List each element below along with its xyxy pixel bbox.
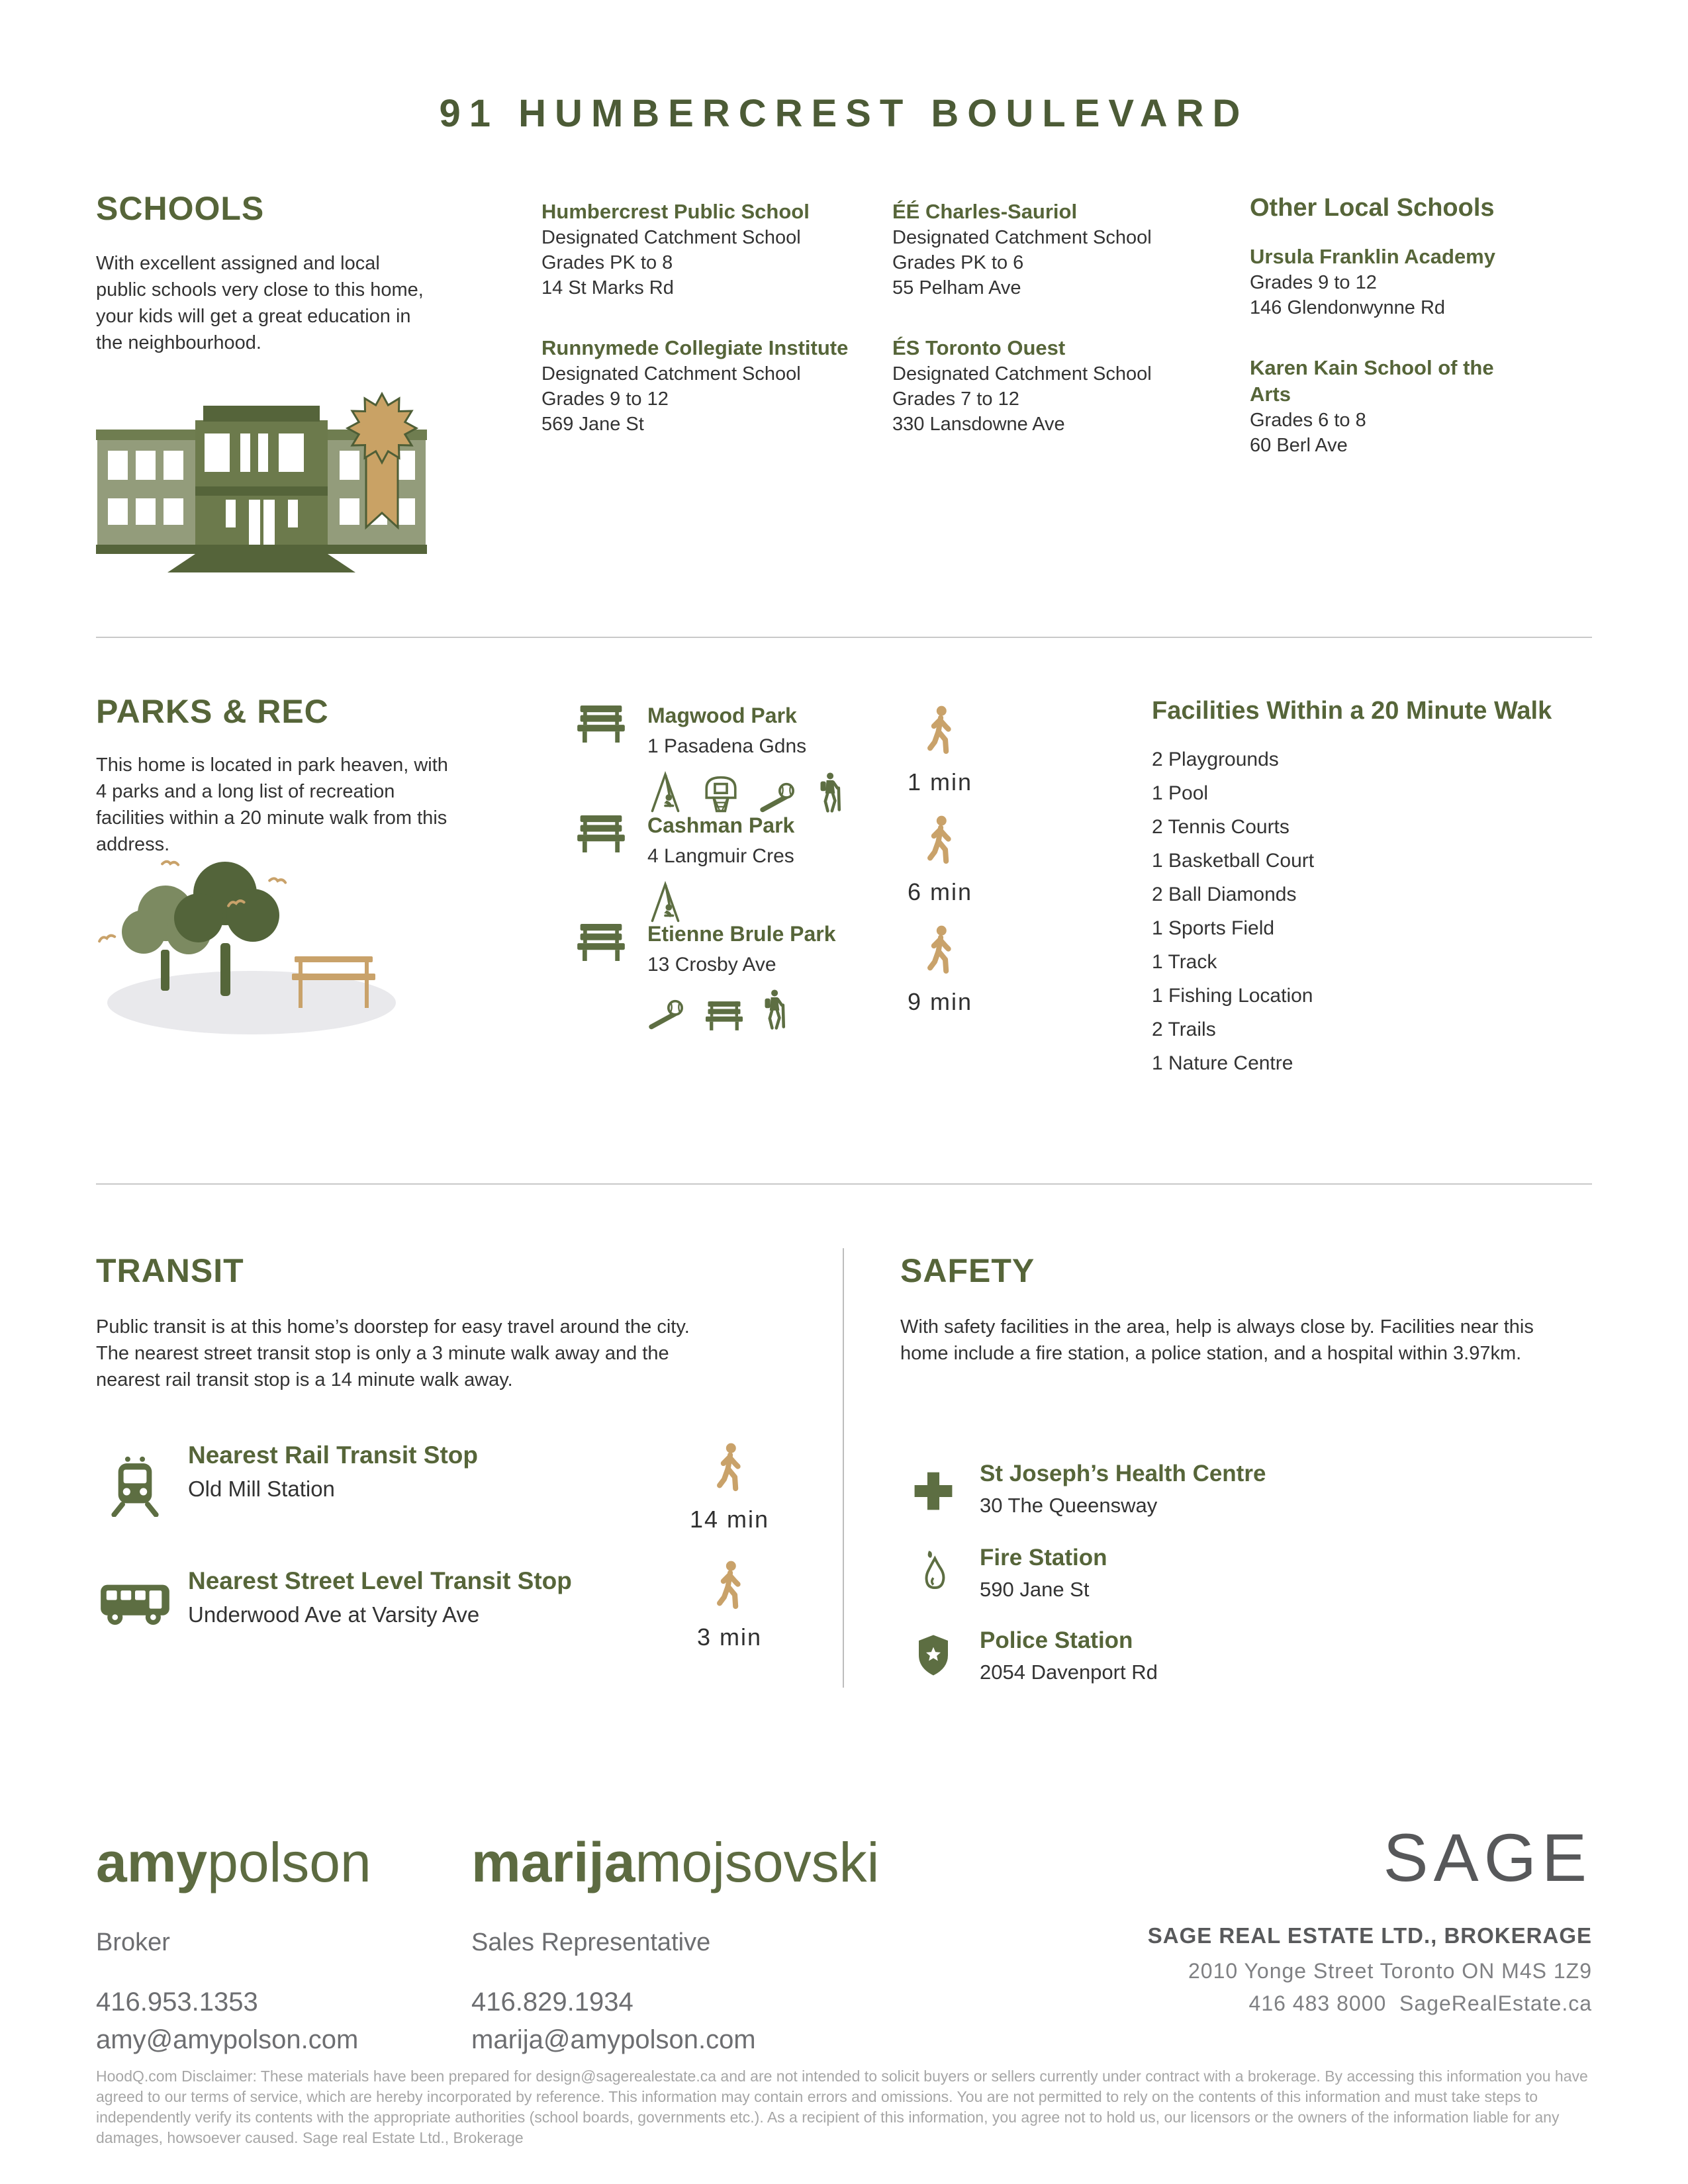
walker-icon bbox=[925, 967, 955, 978]
agent-email: amy@amypolson.com bbox=[96, 2025, 359, 2054]
park-row bbox=[577, 921, 895, 1034]
parks-section-intro bbox=[96, 695, 457, 858]
facility-item: 1 Fishing Location bbox=[1152, 984, 1313, 1007]
safety-heading: SAFETY bbox=[900, 1252, 1035, 1289]
agent-card bbox=[96, 1831, 371, 2055]
school-detail: 569 Jane St bbox=[541, 414, 644, 435]
agent-role: Sales Representative bbox=[471, 1929, 711, 1956]
vertical-divider bbox=[843, 1248, 844, 1688]
bench-icon bbox=[577, 815, 625, 927]
school-entry bbox=[541, 335, 853, 437]
school-name: Runnymede Collegiate Institute bbox=[541, 336, 849, 359]
catchment-schools-column-2 bbox=[892, 199, 1203, 471]
shield-icon bbox=[906, 1628, 961, 1686]
bus-icon bbox=[98, 1567, 172, 1629]
school-entry bbox=[892, 199, 1203, 300]
school-detail: 55 Pelham Ave bbox=[892, 277, 1021, 298]
hospital-row bbox=[906, 1461, 1266, 1519]
hiker-icon bbox=[817, 772, 845, 817]
walker-icon bbox=[925, 747, 955, 758]
school-entry bbox=[1250, 244, 1534, 320]
agent-first-name: marija bbox=[471, 1831, 635, 1893]
walk-time bbox=[670, 1443, 789, 1533]
other-schools-heading: Other Local Schools bbox=[1250, 194, 1495, 222]
brokerage-phone-site: 416 483 8000 SageRealEstate.ca bbox=[1248, 1991, 1592, 2015]
baseball-icon bbox=[647, 999, 687, 1034]
school-detail: Designated Catchment School bbox=[541, 227, 801, 248]
park-address: 13 Crosby Ave bbox=[647, 954, 776, 976]
agent-phone: 416.829.1934 bbox=[471, 1987, 633, 2017]
school-detail: Grades PK to 6 bbox=[892, 252, 1024, 273]
school-detail: Designated Catchment School bbox=[892, 227, 1152, 248]
agent-last-name: mojsovski bbox=[635, 1831, 880, 1893]
walker-icon bbox=[714, 1484, 745, 1496]
walk-time bbox=[670, 1561, 789, 1651]
school-detail: 14 St Marks Rd bbox=[541, 277, 674, 298]
park-facility-icons bbox=[647, 881, 794, 927]
brokerage-name: SAGE REAL ESTATE LTD., BROKERAGE bbox=[1147, 1923, 1592, 1948]
park-row bbox=[577, 703, 895, 817]
school-detail: Grades 6 to 8 bbox=[1250, 409, 1366, 431]
facility-item: 1 Sports Field bbox=[1152, 917, 1275, 939]
baseball-icon bbox=[759, 782, 798, 817]
park-address: 1 Pasadena Gdns bbox=[647, 735, 807, 758]
sage-logo: SAGE bbox=[1383, 1820, 1592, 1895]
transit-description: Public transit is at this home’s doorstep for easy travel around the city. The nearest street transit stop is only a 3 minute walk away and the nearest rail transit stop is a 14 minute walk away. bbox=[96, 1316, 690, 1390]
basketball-icon bbox=[702, 775, 740, 817]
facilities-list bbox=[1152, 696, 1615, 1080]
walk-time-label: 14 min bbox=[689, 1506, 770, 1533]
agent-phone: 416.953.1353 bbox=[96, 1987, 258, 2017]
safety-description: With safety facilities in the area, help is always close by. Facilities near this home include a fire station, a police station, and a hospital within 3.97km. bbox=[900, 1316, 1534, 1364]
schools-description: With excellent assigned and local public schools very close to this home, your kids will get a great education in the neighbourhood. bbox=[96, 253, 424, 353]
facilities-heading: Facilities Within a 20 Minute Walk bbox=[1152, 697, 1552, 725]
school-detail: Grades 9 to 12 bbox=[1250, 271, 1377, 293]
safety-facility-address: 590 Jane St bbox=[980, 1577, 1090, 1601]
street-transit-stop bbox=[98, 1567, 572, 1629]
facility-item: 1 Pool bbox=[1152, 782, 1209, 804]
page-title: 91 HUMBERCREST BOULEVARD bbox=[439, 92, 1249, 135]
other-local-schools-column bbox=[1250, 193, 1534, 492]
disclaimer-text: HoodQ.com Disclaimer: These materials have been prepared for design@sagerealestate.ca and are not intended to solicit buyers or sellers currently under contract with a brokerage. By accessing this information you have agreed to our terms of service, which are hereby incorporated by reference. This information may contain errors and omissions. You are not permitted to rely on the contents of this information and must take steps to independently verify its contents with the appropriate authorities (school boards, governments etc.). As a recipient of this information, you agree not to hold us, our licensors or the owners of the information liable for any damages, howsoever caused. Sage real Estate Ltd., Brokerage bbox=[96, 2068, 1588, 2146]
safety-facility-name: St Joseph’s Health Centre bbox=[980, 1461, 1266, 1486]
walker-icon bbox=[925, 857, 955, 868]
facility-item: 1 Basketball Court bbox=[1152, 849, 1315, 872]
walk-time-label: 9 min bbox=[907, 988, 973, 1015]
parks-heading: PARKS & REC bbox=[96, 693, 329, 730]
safety-section-intro bbox=[900, 1254, 1552, 1367]
parks-description: This home is located in park heaven, with 4 parks and a long list of recreation facilities within a 20 minute walk from this address. bbox=[96, 754, 448, 855]
rail-transit-stop bbox=[98, 1441, 478, 1517]
walker-icon bbox=[714, 1602, 745, 1614]
school-detail: Designated Catchment School bbox=[541, 363, 801, 385]
park-facility-icons bbox=[647, 989, 836, 1034]
park-name: Cashman Park bbox=[647, 813, 795, 837]
police-station-row bbox=[906, 1628, 1158, 1686]
park-illustration bbox=[96, 844, 407, 1039]
transit-stop-name: Underwood Ave at Varsity Ave bbox=[188, 1602, 480, 1627]
school-detail: Designated Catchment School bbox=[892, 363, 1152, 385]
park-address: 4 Langmuir Cres bbox=[647, 845, 794, 868]
school-detail: 60 Berl Ave bbox=[1250, 434, 1348, 456]
safety-facility-address: 2054 Davenport Rd bbox=[980, 1660, 1158, 1684]
school-detail: 330 Lansdowne Ave bbox=[892, 414, 1065, 435]
transit-stop-name: Old Mill Station bbox=[188, 1476, 335, 1501]
transit-stop-title: Nearest Rail Transit Stop bbox=[188, 1441, 478, 1469]
brokerage-address: 2010 Yonge Street Toronto ON M4S 1Z9 bbox=[1188, 1959, 1592, 1983]
walk-time-label: 6 min bbox=[907, 878, 973, 905]
school-entry bbox=[541, 199, 853, 300]
swing-icon bbox=[647, 881, 683, 927]
facility-item: 2 Trails bbox=[1152, 1018, 1216, 1040]
walk-time bbox=[880, 815, 1000, 906]
bench-icon bbox=[577, 924, 625, 1034]
transit-stop-title: Nearest Street Level Transit Stop bbox=[188, 1567, 572, 1594]
train-icon bbox=[98, 1441, 172, 1517]
walk-time bbox=[880, 705, 1000, 796]
schools-section-intro bbox=[96, 192, 427, 356]
section-divider bbox=[96, 637, 1592, 638]
safety-facility-name: Fire Station bbox=[980, 1545, 1107, 1570]
facility-item: 1 Nature Centre bbox=[1152, 1052, 1293, 1074]
school-detail: 146 Glendonwynne Rd bbox=[1250, 296, 1446, 318]
school-detail: Grades 7 to 12 bbox=[892, 388, 1019, 410]
agent-name bbox=[471, 1831, 880, 1893]
school-name: Ursula Franklin Academy bbox=[1250, 244, 1495, 268]
school-detail: Grades PK to 8 bbox=[541, 252, 673, 273]
agent-last-name: polson bbox=[207, 1831, 371, 1893]
transit-heading: TRANSIT bbox=[96, 1252, 244, 1289]
transit-section-intro bbox=[96, 1254, 725, 1393]
safety-facility-name: Police Station bbox=[980, 1627, 1133, 1653]
bench-icon bbox=[577, 705, 625, 817]
agent-card bbox=[471, 1831, 880, 2055]
bench-icon bbox=[706, 1001, 743, 1034]
park-facility-icons bbox=[647, 771, 845, 817]
school-detail: Grades 9 to 12 bbox=[541, 388, 669, 410]
school-illustration bbox=[96, 387, 427, 576]
school-name: ÉÉ Charles-Sauriol bbox=[892, 200, 1078, 223]
facility-item: 1 Track bbox=[1152, 950, 1217, 973]
school-entry bbox=[892, 335, 1203, 437]
hiker-icon bbox=[761, 989, 789, 1034]
walk-time bbox=[880, 925, 1000, 1016]
swing-icon bbox=[647, 771, 683, 817]
brokerage-card bbox=[1147, 1820, 1592, 2016]
facility-item: 2 Tennis Courts bbox=[1152, 815, 1289, 838]
section-divider bbox=[96, 1183, 1592, 1185]
park-name: Magwood Park bbox=[647, 704, 797, 727]
agent-email: marija@amypolson.com bbox=[471, 2025, 756, 2054]
medical-cross-icon bbox=[906, 1461, 961, 1519]
catchment-schools-column-1 bbox=[541, 199, 853, 471]
school-entry bbox=[1250, 355, 1534, 458]
flame-icon bbox=[906, 1545, 961, 1603]
walk-time-label: 3 min bbox=[696, 1623, 763, 1651]
school-name: ÉS Toronto Ouest bbox=[892, 336, 1066, 359]
park-name: Etienne Brule Park bbox=[647, 922, 836, 946]
safety-facility-address: 30 The Queensway bbox=[980, 1493, 1158, 1517]
agent-role: Broker bbox=[96, 1929, 170, 1956]
walk-time-label: 1 min bbox=[907, 768, 973, 796]
school-name: Karen Kain School of the Arts bbox=[1250, 355, 1494, 406]
park-row bbox=[577, 813, 895, 927]
agent-first-name: amy bbox=[96, 1831, 208, 1893]
facility-item: 2 Ball Diamonds bbox=[1152, 883, 1297, 905]
schools-heading: SCHOOLS bbox=[96, 190, 265, 227]
facility-item: 2 Playgrounds bbox=[1152, 748, 1279, 770]
agent-name bbox=[96, 1831, 371, 1893]
school-name: Humbercrest Public School bbox=[541, 200, 810, 223]
fire-station-row bbox=[906, 1545, 1107, 1603]
